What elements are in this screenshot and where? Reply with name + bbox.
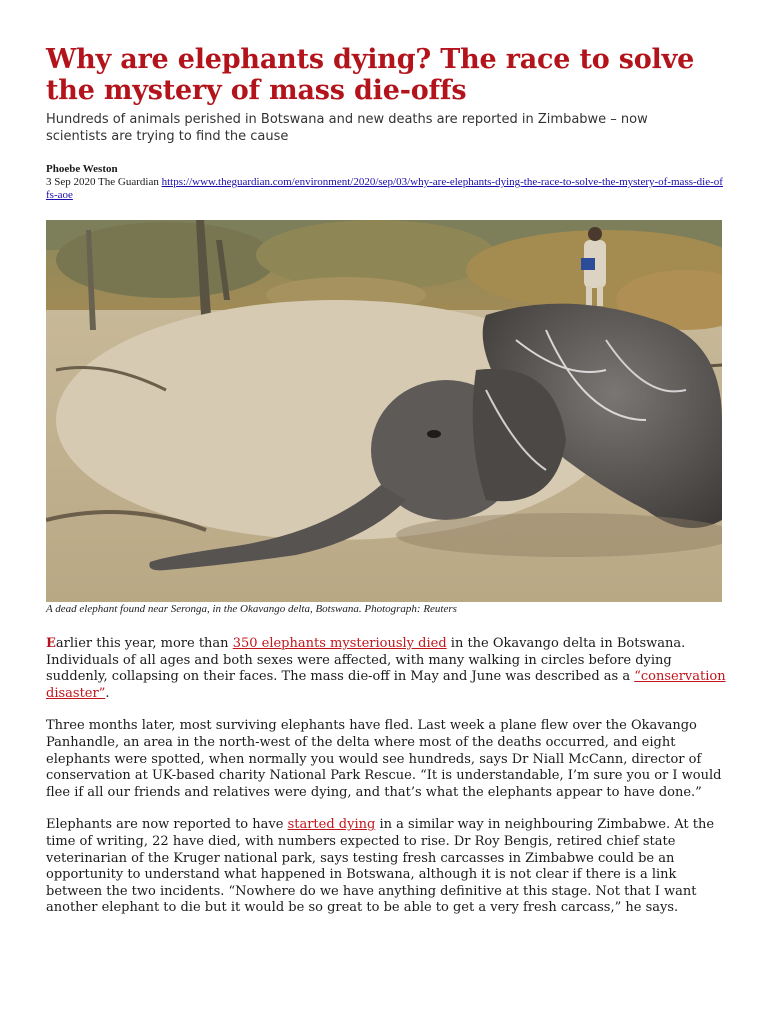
paragraph-3: Elephants are now reported to have started dying in a similar way in neighbouring Zimbabwe. At the time of writing, 22 have died, with numbers expected to rise. Dr Roy Bengis, retired chief state veterinarian of the Kruger national park, says testing fresh carcasses in Zimbabwe could be an opportunity to understand what happened in Botswana, although it is not clear if there is a link between the two incidents. “Nowhere do we have anything definitive at this stage. Not that I want another elephant to die but it would be so great to be able to get a very fresh carcass,” he says. [46, 817, 715, 916]
dateline [46, 176, 726, 202]
paragraph-1: Earlier this year, more than 350 elephants mysteriously died in the Okavango delta in Botswana. Individuals of all ages and both sexes were affected, with many walking in circles before dying suddenly, collapsing on their faces. The mass die-off in May and June was described as a “conservation disaster”. [46, 636, 726, 701]
photo-caption: A dead elephant found near Seronga, in the Okavango delta, Botswana. Photograph: Reuters [46, 603, 457, 615]
author-byline: Phoebe Weston [46, 163, 118, 175]
headline: Why are elephants dying? The race to solve the mystery of mass die-offs [46, 44, 695, 106]
date-source: 3 Sep 2020 The Guardian [46, 176, 159, 188]
article-body [46, 636, 726, 917]
link-elephants-died[interactable]: 350 elephants mysteriously died [232, 636, 447, 651]
link-conservation-disaster[interactable]: “conservation disaster” [46, 669, 726, 701]
paragraph-2: Three months later, most surviving elephants have fled. Last week a plane flew over the Okavango Panhandle, an area in the north-west of the delta where most of the deaths occurred, and eight elephants were spotted, when normally you would see hundreds, says Dr Niall McCann, director of conservation at UK-based charity National Park Rescue. “It is understandable, I’m sure you or I would flee if all our friends and relatives were dying, and that’s what the elephants appear to have done.” [46, 718, 722, 800]
article-photo [46, 220, 722, 602]
drop-cap: E [46, 636, 56, 651]
article-url-link[interactable]: https://www.theguardian.com/environment/2020/sep/03/why-are-elephants-dying-the-race-to-solve-the-mystery-of-mass-die-offs-aoe [46, 176, 723, 201]
article [46, 44, 726, 933]
standfirst: Hundreds of animals perished in Botswana and new deaths are reported in Zimbabwe – now scientists are trying to find the cause [46, 112, 648, 144]
dead-elephant-photo [46, 220, 722, 602]
link-started-dying[interactable]: started dying [287, 817, 376, 833]
